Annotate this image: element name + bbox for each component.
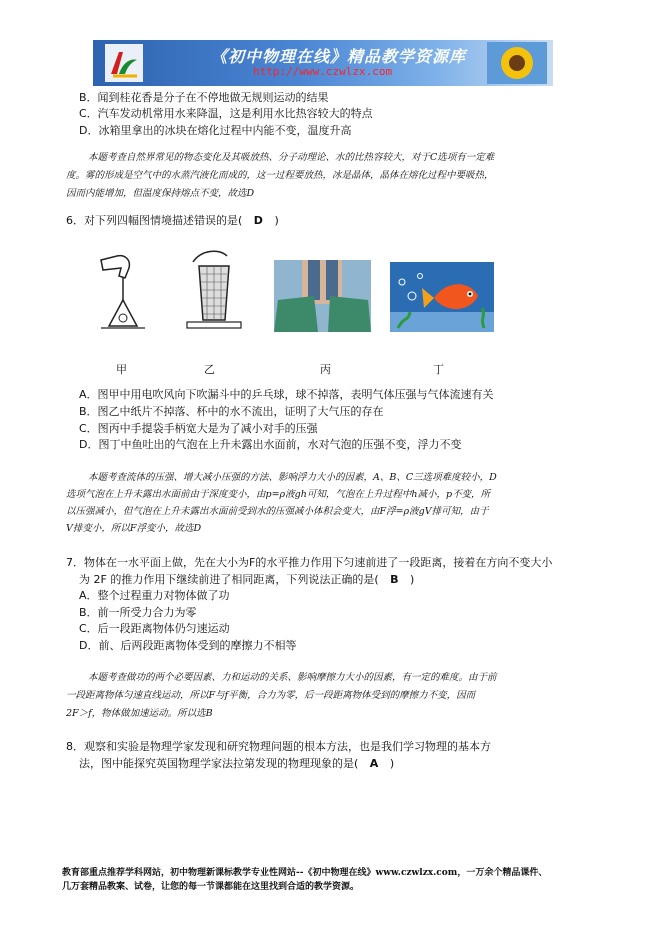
- header-banner: [93, 40, 553, 86]
- q7-stem-line1: 7．物体在一水平面上做，先在大小为F的水平推力作用下匀速前进了一段距离，接着在方向不变大小: [66, 556, 553, 569]
- caption-ding: 丁: [433, 363, 444, 376]
- q7-explanation-line: 本题考查做功的两个必要因素、力和运动的关系、影响摩擦力大小的因素，有一定的难度。由于前: [88, 672, 497, 683]
- site-logo-icon: [105, 44, 143, 82]
- sunflower-icon: [487, 42, 547, 84]
- q7-option-b: B．前一所受力合力为零: [79, 606, 197, 619]
- footer-line: 教育部重点推荐学科网站，初中物理新课标教学专业性网站--《初中物理在线》www.czwlzx.com，一万余个精品课件、: [62, 868, 548, 878]
- q7-stem-close: ): [410, 573, 415, 586]
- footer-line: 几万套精品教案、试卷，让您的每一节课都能在这里找到合适的教学资源。: [62, 882, 360, 892]
- figure-bing-shopping-bags: [274, 260, 371, 332]
- q6-stem-text: 6．对下列四幅图情境描述错误的是(: [66, 214, 243, 227]
- caption-jia: 甲: [116, 363, 127, 376]
- q7-explanation-line: 一段距离物体匀速直线运动，所以F与f平衡，合力为零，后一段距离物体受到的摩擦力不变，因而: [66, 690, 476, 701]
- q6-option-a: A．图甲中用电吹风向下吹漏斗中的乒乓球，球不掉落，表明气体压强与气体流速有关: [79, 388, 494, 401]
- q7-stem-text: 为 2F 的推力作用下继续前进了相同距离，下列说法正确的是(: [79, 573, 379, 586]
- q6-explanation-line: 以压强减小，但气泡在上升未露出水面前受到水的压强减小体积会变大，由F浮=ρ液gV排可知，由于: [66, 506, 489, 517]
- q6-option-c: C．图丙中手提袋手柄宽大是为了减小对手的压强: [79, 422, 318, 435]
- q6-explanation-line: 本题考查流体的压强、增大减小压强的方法、影响浮力大小的因素，A、B、C三选项难度较小，D: [88, 472, 497, 483]
- q5-explanation-line: 因而内能增加，但温度保持熔点不变，故选D: [66, 188, 255, 199]
- q7-stem-line2: [79, 573, 414, 587]
- q6-option-d: D．图丁中鱼吐出的气泡在上升未露出水面前，水对气泡的压强不变，浮力不变: [79, 438, 462, 451]
- q7-answer: B: [390, 573, 399, 586]
- q6-explanation-line: 选项气泡在上升未露出水面前由于深度变小，由p=ρ液gh可知，气泡在上升过程中h减小，p不变，所: [66, 489, 491, 500]
- q5-option-c: C．汽车发动机常用水来降温，这是利用水比热容较大的特点: [79, 107, 373, 120]
- q6-explanation-line: V排变小，所以F浮变小，故选D: [66, 523, 202, 534]
- q7-option-c: C．后一段距离物体仍匀速运动: [79, 622, 230, 635]
- caption-yi: 乙: [204, 363, 215, 376]
- q6-option-b: B．图乙中纸片不掉落、杯中的水不流出，证明了大气压的存在: [79, 405, 384, 418]
- q8-answer: A: [369, 757, 379, 770]
- q5-explanation-line: 本题考查自然界常见的物态变化及其吸放热、分子动理论、水的比热容较大，对于C选项有一定难: [88, 152, 495, 163]
- q8-stem-line1: 8．观察和实验是物理学家发现和研究物理问题的根本方法，也是我们学习物理的基本方: [66, 740, 491, 753]
- q7-option-d: D．前、后两段距离物体受到的摩擦力不相等: [79, 639, 297, 652]
- q5-option-b: B．闻到桂花香是分子在不停地做无规则运动的结果: [79, 91, 329, 104]
- figure-ding-fish: [390, 262, 494, 332]
- q6-stem-close: ): [274, 214, 279, 227]
- q5-option-d: D．冰箱里拿出的冰块在熔化过程中内能不变，温度升高: [79, 124, 352, 137]
- banner-title: 《初中物理在线》精品教学资源库: [211, 47, 467, 66]
- q7-option-a: A．整个过程重力对物体做了功: [79, 589, 230, 602]
- q8-stem-line2: [79, 757, 394, 771]
- q6-answer: D: [253, 214, 263, 227]
- q6-stem: [66, 214, 279, 228]
- figure-yi-cup: [183, 248, 245, 332]
- q5-explanation-line: 度。雾的形成是空气中的水蒸汽液化而成的，这一过程要放热，冰是晶体，晶体在熔化过程中要吸热，: [66, 170, 494, 181]
- q7-explanation-line: 2F＞f，物体做加速运动。所以选B: [66, 708, 213, 719]
- q8-stem-close: ): [389, 757, 395, 770]
- q8-stem-text: 法，图中能探究英国物理学家法拉第发现的物理现象的是(: [79, 757, 359, 770]
- figure-jia-hairdryer: [95, 252, 155, 332]
- banner-url[interactable]: http://www.czwlzx.com: [253, 65, 393, 78]
- caption-bing: 丙: [320, 363, 331, 376]
